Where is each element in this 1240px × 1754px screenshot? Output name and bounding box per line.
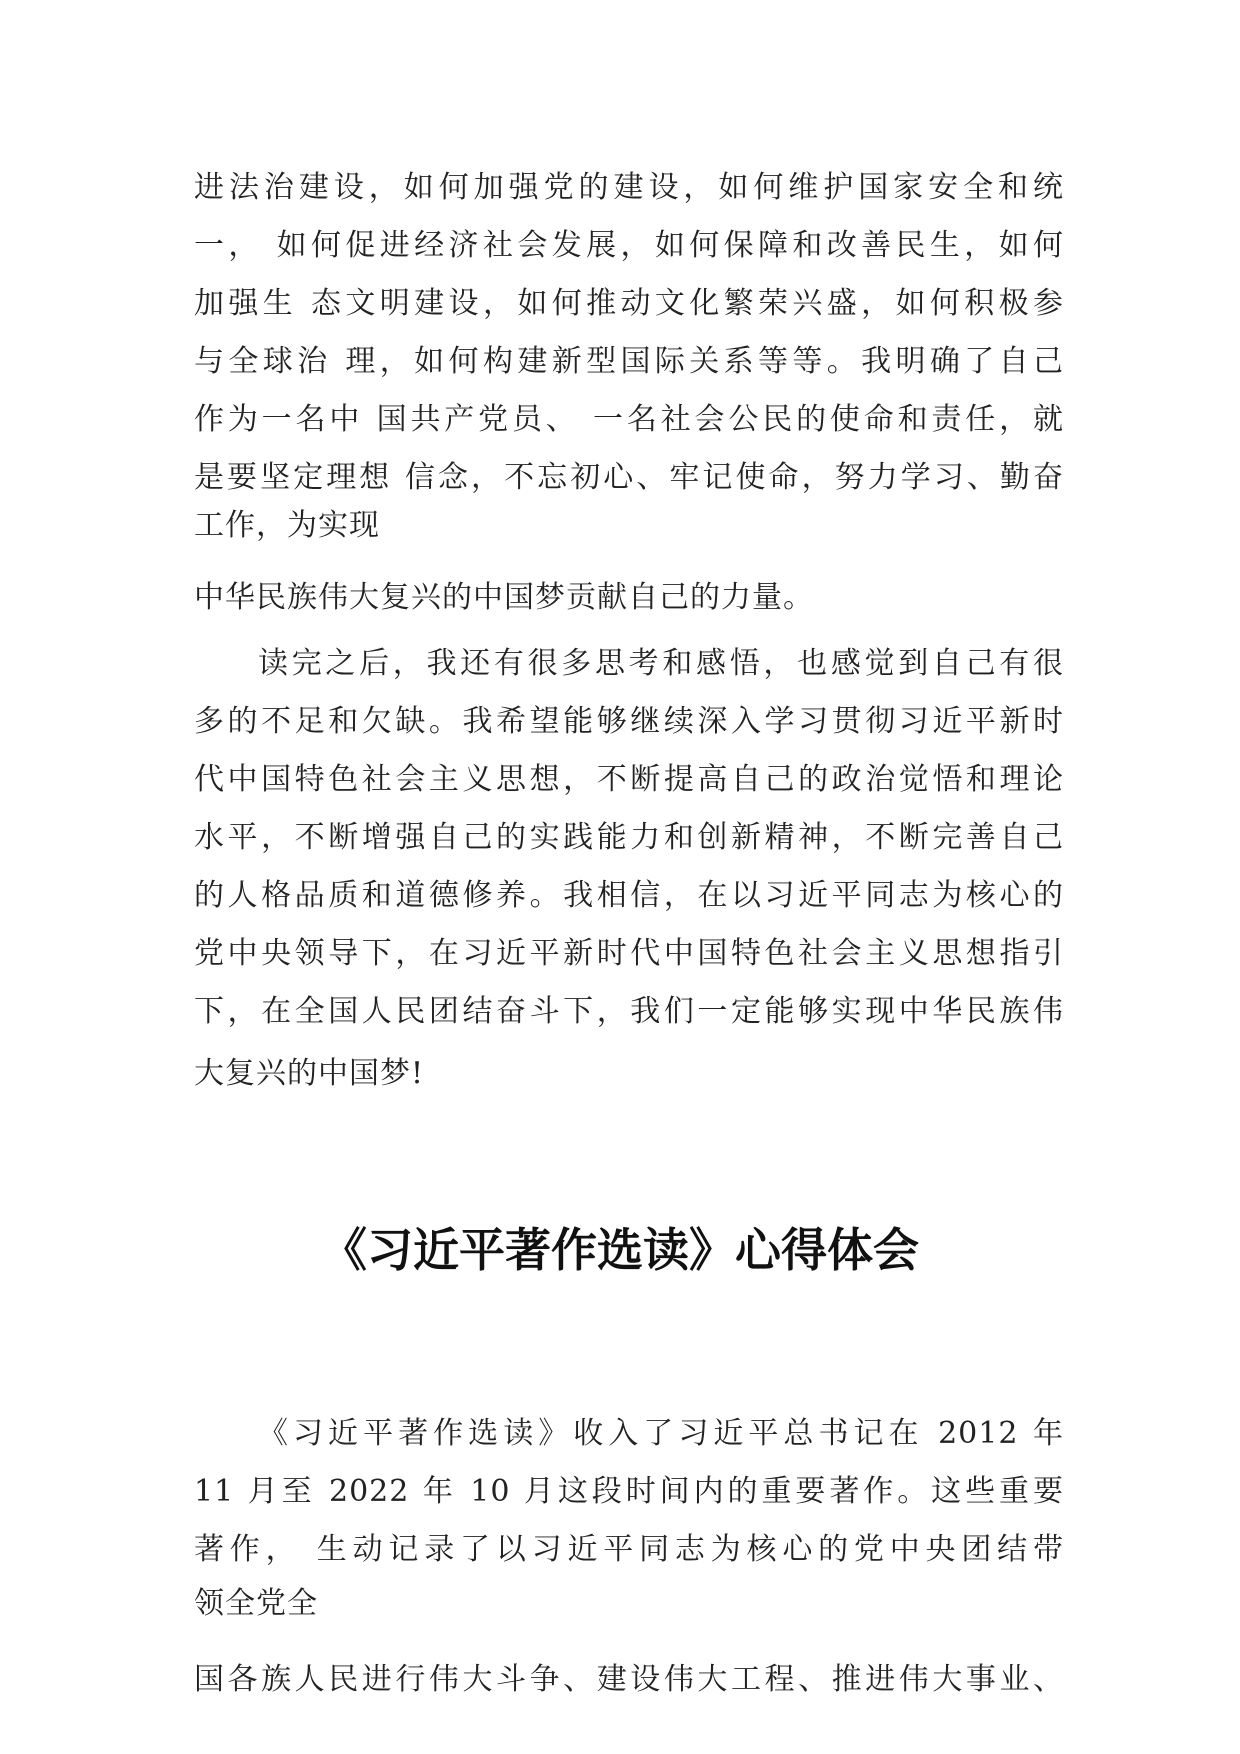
paragraph-line: 《习近平著作选读》收入了习近平总书记在 2012 年	[258, 1416, 1064, 1451]
paragraph-line: 是要坚定理想 信念，不忘初心、牢记使命，努力学习、勤奋	[194, 460, 1064, 495]
paragraph-line: 多的不足和欠缺。我希望能够继续深入学习贯彻习近平新时	[194, 704, 1064, 739]
paragraph-line: 下，在全国人民团结奋斗下，我们一定能够实现中华民族伟	[194, 994, 1064, 1029]
paragraph-line: 一， 如何促进经济社会发展，如何保障和改善民生，如何	[194, 228, 1064, 263]
paragraph-line: 水平，不断增强自己的实践能力和创新精神，不断完善自己	[194, 820, 1064, 855]
paragraph-line: 的人格品质和道德修养。我相信，在以习近平同志为核心的	[194, 878, 1064, 913]
paragraph-line: 加强生 态文明建设，如何推动文化繁荣兴盛，如何积极参	[194, 286, 1064, 321]
paragraph-line: 与全球治 理，如何构建新型国际关系等等。我明确了自己	[194, 344, 1064, 379]
paragraph-line: 大复兴的中国梦!	[194, 1056, 425, 1091]
paragraph-line: 领全党全	[194, 1586, 318, 1621]
paragraph-line: 作为一名中 国共产党员、 一名社会公民的使命和责任，就	[194, 402, 1064, 437]
paragraph-line: 著作， 生动记录了以习近平同志为核心的党中央团结带	[194, 1532, 1064, 1567]
paragraph-line: 代中国特色社会主义思想，不断提高自己的政治觉悟和理论	[194, 762, 1064, 797]
paragraph-line: 工作，为实现	[194, 508, 380, 543]
section-title: 《习近平著作选读》心得体会	[321, 1223, 919, 1277]
paragraph-line: 中华民族伟大复兴的中国梦贡献自己的力量。	[194, 580, 814, 615]
paragraph-line: 国各族人民进行伟大斗争、建设伟大工程、推进伟大事业、	[194, 1662, 1064, 1697]
paragraph-line: 进法治建设，如何加强党的建设，如何维护国家安全和统	[194, 170, 1064, 205]
paragraph-line: 读完之后，我还有很多思考和感悟，也感觉到自己有很	[258, 646, 1064, 681]
paragraph-line: 11 月至 2022 年 10 月这段时间内的重要著作。这些重要	[194, 1474, 1064, 1509]
paragraph-line: 党中央领导下，在习近平新时代中国特色社会主义思想指引	[194, 936, 1064, 971]
